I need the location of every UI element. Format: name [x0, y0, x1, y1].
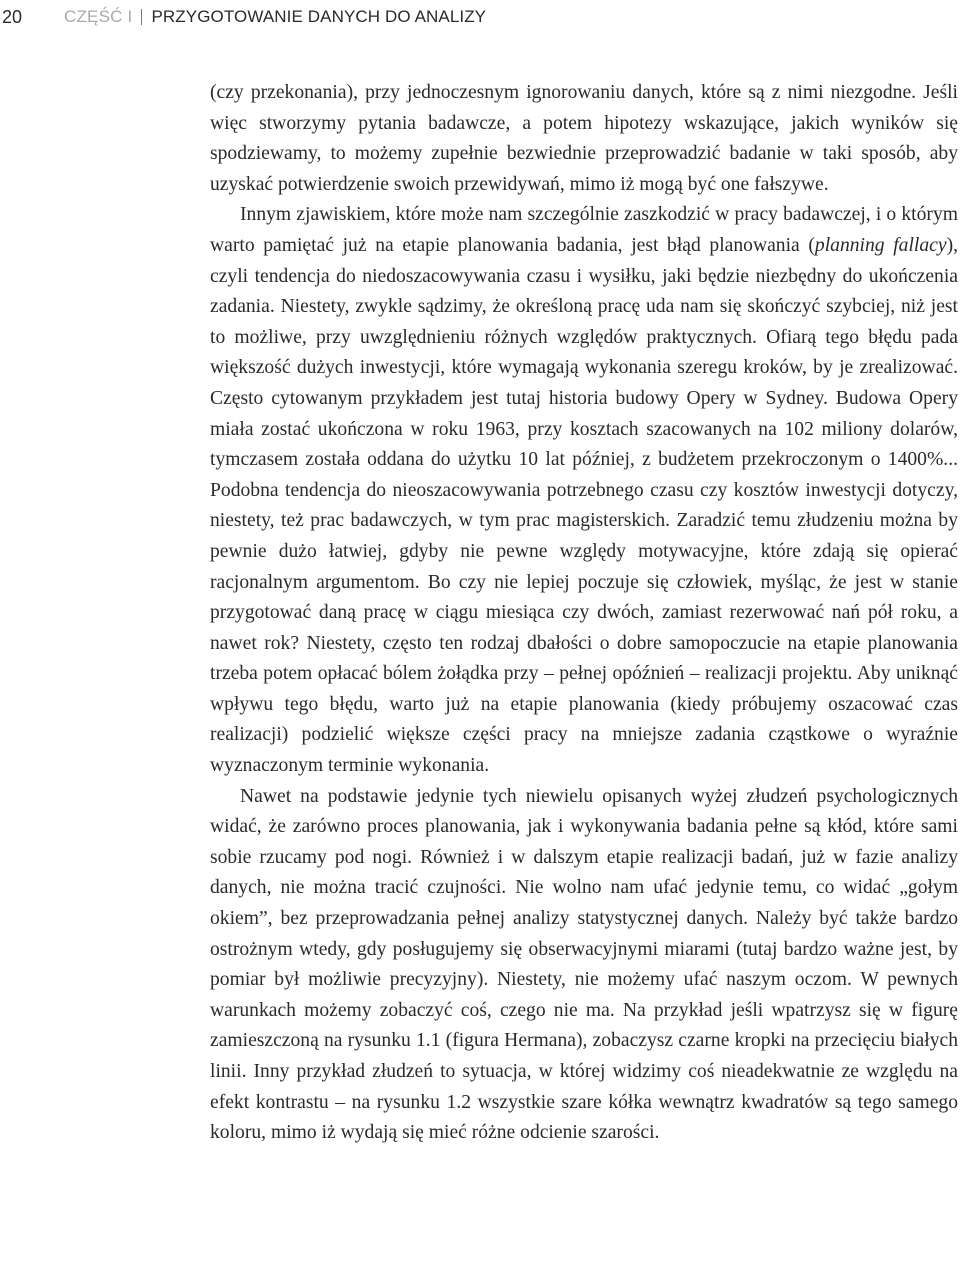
running-head — [0, 4, 486, 30]
paragraph-planning-fallacy — [210, 200, 958, 781]
page-number: 20 — [2, 6, 23, 27]
header-separator — [141, 9, 142, 25]
chapter-title: PRZYGOTOWANIE DANYCH DO ANALIZY — [151, 7, 487, 26]
paragraph-continuation: (czy przekonania), przy jednoczesnym ignorowaniu danych, które są z nimi niezgodne. Jeśli więc stworzymy pytania badawcze, a potem hipotezy wskazujące, jakich wyników się spodziewamy, to możemy zupełnie bezwiednie przeprowadzić badanie w taki sposób, aby uzyskać potwierdzenie swoich przewidywań, mimo iż mogą być one fałszywe. — [210, 82, 958, 195]
paragraph-text: Innym zjawiskiem, które może nam szczególnie zaszkodzić w pracy badawczej, i o którym warto pamiętać już na etapie planowania badania, jest błąd planowania ( — [210, 204, 958, 256]
body-text — [210, 78, 958, 1149]
paragraph-text: ), czyli tendencja do niedoszacowywania czasu i wysiłku, jaki będzie niezbędny do ukończenia zadania. Niestety, zwykle sądzimy, że określoną pracę uda nam się skończyć szybciej, niż jest to możliwe, przy uwzględnieniu różnych względów praktycznych. Ofiarą tego błędu pada większość dużych inwestycji, które wymagają wykonania szeregu kroków, by je zrealizować. Często cytowanym przykładem jest tutaj historia budowy Opery w Sydney. Budowa Opery miała zostać ukończona w roku 1963, przy kosztach szacowanych na 102 miliony dolarów, tymczasem została oddana do użytku 10 lat później, z budżetem przekroczonym o 1400%... Podobna tendencja do nieoszacowywania potrzebnego czasu czy kosztów inwestycji dotyczy, niestety, też prac badawczych, w tym prac magisterskich. Zaradzić temu złudzeniu można by pewnie dużo łatwiej, gdyby nie pewne względy motywacyjne, które zdają się opierać racjonalnym argumentom. Bo czy nie lepiej poczuje się człowiek, myśląc, że jest w stanie przygotować daną pracę w ciągu miesiąca czy dwóch, zamiast rezerwować nań pół roku, a nawet rok? Niestety, często ten rodzaj dbałości o dobre samopoczucie na etapie planowania trzeba potem opłacać bólem żołądka przy – pełnej opóźnień – realizacji projektu. Aby uniknąć wpływu tego błędu, warto już na etapie planowania (kiedy próbujemy oszacować czas realizacji) podzielić większe części pracy na mniejsze zadania cząstkowe o wyraźnie wyznaczonym terminie wykonania. — [210, 234, 958, 777]
paragraph-illusions: Nawet na podstawie jedynie tych niewielu opisanych wyżej złudzeń psychologicznych widać, że zarówno proces planowania, jak i wykonywania badania pełne są kłód, które sami sobie rzucamy pod nogi. Również i w dalszym etapie realizacji badań, już w fazie analizy danych, nie można tracić czujności. Nie wolno nam ufać jedynie temu, co widać „gołym okiem”, bez przeprowadzania pełnej analizy statystycznej danych. Należy być także bardzo ostrożnym wtedy, gdy posługujemy się obserwacyjnymi miarami (tutaj bardzo ważne jest, by pomiar był możliwie precyzyjny). Niestety, nie możemy ufać naszym oczom. W pewnych warunkach możemy zobaczyć coś, czego nie ma. Na przykład jeśli wpatrzysz się w figurę zamieszczoną na rysunku 1.1 (figura Hermana), zobaczysz czarne kropki na przecięciu białych linii. Inny przykład złudzeń to sytuacja, w której widzimy coś nieadekwatnie ze względu na efekt kontrastu – na rysunku 1.2 wszystkie szare kółka wewnątrz kwadratów są tego samego koloru, mimo iż wydają się mieć różne odcienie szarości. — [210, 785, 958, 1144]
italic-term: planning fallacy — [814, 234, 947, 256]
part-label: CZĘŚĆ I — [64, 7, 133, 26]
